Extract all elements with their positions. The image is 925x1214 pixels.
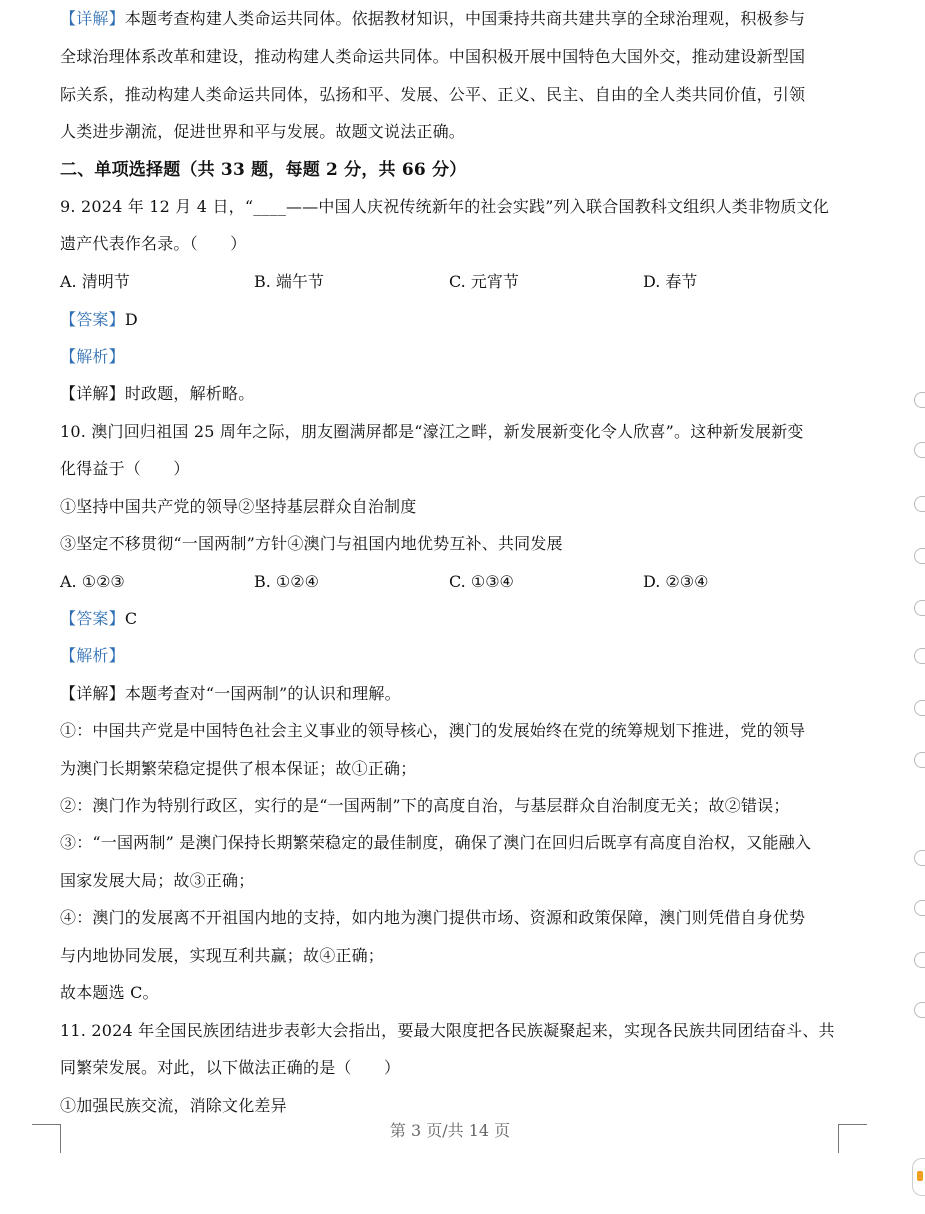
q10-answer: 【答案】C xyxy=(60,609,138,628)
q10-option-a: A. ①②③ xyxy=(60,572,125,591)
intro-line-2: 全球治理体系改革和建设，推动构建人类命运共同体。中国积极开展中国特色大国外交，推动建设新型国 xyxy=(60,47,806,66)
q9-stem-line-2: 遗产代表作名录。（ ） xyxy=(60,234,247,253)
q10-detail-line-2: ①：中国共产党是中国特色社会主义事业的领导核心，澳门的发展始终在党的统筹规划下推进，党的领导 xyxy=(60,721,806,740)
section-title: 二、单项选择题（共 33 题，每题 2 分，共 66 分） xyxy=(60,160,467,180)
q10-detail-line-8: 与内地协同发展，实现互利共赢；故④正确； xyxy=(60,946,385,965)
edge-mark[interactable] xyxy=(914,700,925,716)
detail-tag: 【详解】 xyxy=(60,384,125,403)
q11-stem-line-2: 同繁荣发展。对此，以下做法正确的是（ ） xyxy=(60,1058,401,1077)
edge-mark[interactable] xyxy=(914,952,925,968)
edge-mark[interactable] xyxy=(914,496,925,512)
q10-stem-line-2: 化得益于（ ） xyxy=(60,459,190,478)
q10-detail-line-6: 国家发展大局；故③正确； xyxy=(60,871,255,890)
q9-option-a: A. 清明节 xyxy=(60,272,130,291)
q10-detail-line-1: 【详解】本题考查对“一国两制”的认识和理解。 xyxy=(60,684,401,703)
q10-detail-line-5: ③：“一国两制” 是澳门保持长期繁荣稳定的最佳制度，确保了澳门在回归后既享有高度自治权，又能融入 xyxy=(60,833,812,852)
edge-mark[interactable] xyxy=(914,600,925,616)
q9-option-d: D. 春节 xyxy=(643,272,698,291)
side-panel-tab[interactable] xyxy=(912,1158,925,1196)
edge-mark[interactable] xyxy=(914,648,925,664)
answer-tag: 【答案】 xyxy=(60,310,125,329)
detail-tag: 【详解】 xyxy=(60,9,125,28)
edge-mark[interactable] xyxy=(914,442,925,458)
q9-option-b: B. 端午节 xyxy=(254,272,324,291)
q11-item-line-1: ①加强民族交流，消除文化差异 xyxy=(60,1096,287,1115)
q10-option-b: B. ①②④ xyxy=(254,572,319,591)
edge-mark[interactable] xyxy=(914,900,925,916)
q10-stem-line-1: 10. 澳门回归祖国 25 周年之际，朋友圈满屏都是“濠江之畔，新发展新变化令人欣喜”。这种新发展新变 xyxy=(60,422,804,441)
intro-line-4: 人类进步潮流，促进世界和平与发展。故题文说法正确。 xyxy=(60,122,466,141)
q10-detail-line-3: 为澳门长期繁荣稳定提供了根本保证；故①正确； xyxy=(60,759,417,778)
q9-answer: 【答案】D xyxy=(60,310,138,329)
intro-line-3: 际关系，推动构建人类命运共同体，弘扬和平、发展、公平、正义、民主、自由的全人类共同价值，引领 xyxy=(60,85,806,104)
q9-option-c: C. 元宵节 xyxy=(449,272,519,291)
q10-detail-line-4: ②：澳门作为特别行政区，实行的是“一国两制”下的高度自治，与基层群众自治制度无关；故②错误； xyxy=(60,796,790,815)
edge-mark[interactable] xyxy=(914,1002,925,1018)
edge-mark[interactable] xyxy=(914,392,925,408)
edge-mark[interactable] xyxy=(914,752,925,768)
q9-analysis-tag: 【解析】 xyxy=(60,347,125,366)
q10-option-c: C. ①③④ xyxy=(449,572,514,591)
q9-stem-line-1: 9. 2024 年 12 月 4 日，“____——中国人庆祝传统新年的社会实践”列入联合国教科文组织人类非物质文化 xyxy=(60,197,829,216)
detail-tag: 【详解】 xyxy=(60,684,125,703)
page-footer: 第 3 页/共 14 页 xyxy=(389,1121,511,1140)
q10-analysis-tag: 【解析】 xyxy=(60,646,125,665)
edge-mark[interactable] xyxy=(914,548,925,564)
q10-option-d: D. ②③④ xyxy=(643,572,709,591)
edge-mark[interactable] xyxy=(914,850,925,866)
q10-item-line-2: ③坚定不移贯彻“一国两制”方针④澳门与祖国内地优势互补、共同发展 xyxy=(60,534,563,553)
q10-detail-line-9: 故本题选 C。 xyxy=(60,983,159,1002)
q9-detail: 【详解】时政题，解析略。 xyxy=(60,384,255,403)
q11-stem-line-1: 11. 2024 年全国民族团结进步表彰大会指出，要最大限度把各民族凝聚起来，实现各民族共同团结奋斗、共 xyxy=(60,1021,835,1040)
q10-item-line-1: ①坚持中国共产党的领导②坚持基层群众自治制度 xyxy=(60,497,417,516)
q10-detail-line-7: ④：澳门的发展离不开祖国内地的支持，如内地为澳门提供市场、资源和政策保障，澳门则凭借自身优势 xyxy=(60,908,806,927)
intro-line-1: 【详解】本题考查构建人类命运共同体。依据教材知识，中国秉持共商共建共享的全球治理观，积极参与 xyxy=(60,9,806,28)
answer-tag: 【答案】 xyxy=(60,609,125,628)
